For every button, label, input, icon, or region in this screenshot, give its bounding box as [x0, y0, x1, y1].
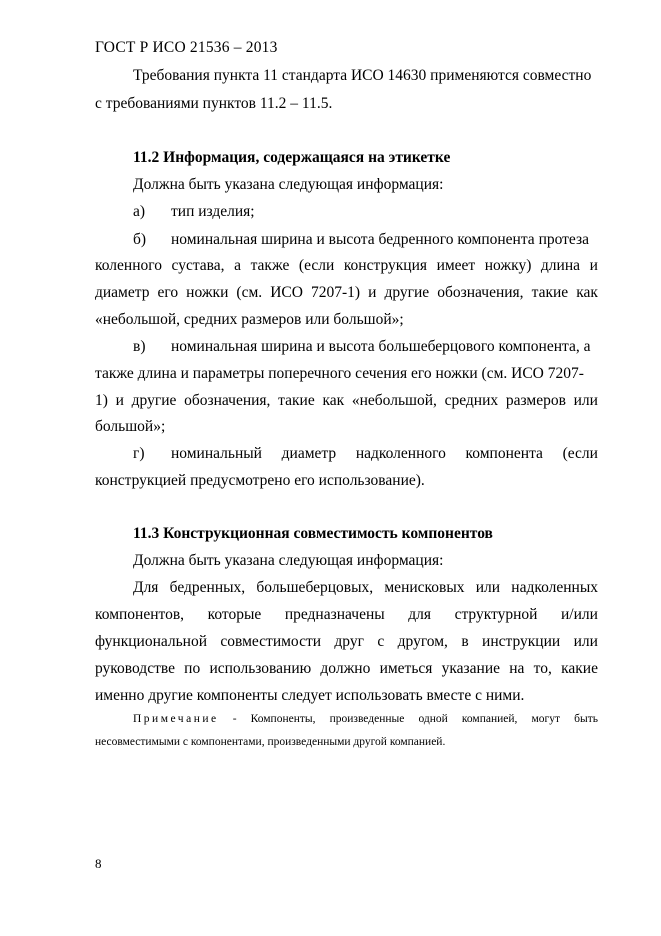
- word: компонента: [465, 445, 543, 462]
- item-g-marker: г): [133, 445, 145, 462]
- document-header: ГОСТ Р ИСО 21536 – 2013: [95, 39, 278, 56]
- item-b-line-2: [95, 256, 598, 276]
- note-word: могут: [531, 713, 561, 725]
- page-number: 8: [95, 856, 102, 871]
- item-b-line-1: номинальная ширина и высота бедренного компонента протеза: [171, 231, 590, 248]
- word: или: [573, 633, 598, 650]
- word: и: [115, 392, 124, 409]
- word: обозначения,: [184, 392, 271, 409]
- word: то,: [533, 660, 552, 677]
- item-v-marker: в): [133, 338, 146, 355]
- word: какие: [561, 660, 598, 677]
- word: другие: [131, 392, 177, 409]
- word: инструкции: [482, 633, 561, 650]
- word: компонентов,: [95, 606, 185, 623]
- para-line-4: [95, 659, 598, 679]
- word: использованию: [209, 660, 312, 677]
- word: ножку): [484, 257, 532, 274]
- word: должно: [320, 660, 371, 677]
- word: на: [509, 660, 525, 677]
- item-v-line-1: номинальная ширина и высота большеберцового компонента, а: [171, 338, 591, 355]
- word: и: [589, 257, 598, 274]
- word: а: [234, 257, 242, 274]
- item-b-line-3: [95, 283, 598, 303]
- item-v-line-3: [95, 391, 598, 411]
- word: Для: [133, 579, 159, 596]
- note-word: быть: [574, 713, 598, 725]
- note-word: Компоненты,: [250, 713, 316, 725]
- word: совместимости: [220, 633, 322, 650]
- word: как: [576, 284, 598, 301]
- word: диаметр: [95, 284, 150, 301]
- word: обозначения,: [437, 284, 524, 301]
- item-g-line-2: конструкцией предусмотрено его использование).: [95, 472, 425, 489]
- item-b-marker: б): [133, 231, 147, 248]
- para-line-1: [133, 578, 598, 598]
- word: руководстве: [95, 660, 175, 677]
- item-a-text: тип изделия;: [171, 203, 255, 220]
- word: функциональной: [95, 633, 208, 650]
- word: диаметр: [281, 445, 337, 462]
- item-v-line-4: большой»;: [95, 418, 166, 435]
- word: (если: [298, 257, 335, 274]
- note-word: произведенные: [329, 713, 405, 725]
- word: «небольшой,: [351, 392, 437, 409]
- word: (см.: [236, 284, 263, 301]
- word: указание: [441, 660, 501, 677]
- word: ножки: [186, 284, 229, 301]
- note-word: компанией,: [461, 713, 518, 725]
- word: или: [573, 392, 598, 409]
- word: длина: [540, 257, 581, 274]
- para-line-5: именно другие компоненты следует использовать вместе с ними.: [95, 687, 525, 704]
- word: с: [377, 633, 385, 650]
- word: или: [475, 579, 501, 596]
- item-a-marker: а): [133, 203, 146, 220]
- word: предназначены: [284, 606, 385, 623]
- word: надколенных: [511, 579, 598, 596]
- note-line-2: несовместимыми с компонентами, произведенными другой компанией.: [95, 736, 446, 748]
- word: большеберцовых,: [256, 579, 374, 596]
- word: номинальный: [171, 445, 262, 462]
- note-label: Примечание: [133, 713, 219, 725]
- word: структурной: [454, 606, 538, 623]
- word: надколенного: [355, 445, 446, 462]
- note-line-1: [133, 711, 598, 727]
- note-word: одной: [418, 713, 448, 725]
- section-11-3-lead: Должна быть указана следующая информация:: [133, 552, 444, 569]
- word: как: [322, 392, 345, 409]
- word: средних: [444, 392, 499, 409]
- word: его: [157, 284, 179, 301]
- word: по: [184, 660, 201, 677]
- word: друг: [334, 633, 364, 650]
- word: (если: [562, 445, 598, 462]
- item-g-line-1: [171, 444, 598, 464]
- note-word: -: [232, 713, 237, 725]
- section-11-2-heading: 11.2 Информация, содержащаяся на этикетке: [133, 149, 451, 166]
- word: 1): [95, 392, 108, 409]
- intro-line-2: с требованиями пунктов 11.2 – 11.5.: [95, 95, 333, 112]
- word: такие: [531, 284, 569, 301]
- word: менисковых: [384, 579, 465, 596]
- section-11-2-lead: Должна быть указана следующая информация:: [133, 176, 444, 193]
- para-line-2: [95, 605, 598, 625]
- word: бедренных,: [169, 579, 246, 596]
- word: и: [368, 284, 377, 301]
- word: ИСО: [270, 284, 303, 301]
- para-line-3: [95, 632, 598, 652]
- word: коленного: [95, 257, 162, 274]
- word: также: [250, 257, 290, 274]
- word: для: [408, 606, 431, 623]
- word: и/или: [561, 606, 598, 623]
- item-b-line-4: «небольшой, средних размеров или большой»;: [95, 311, 404, 328]
- word: в: [461, 633, 469, 650]
- word: другие: [384, 284, 430, 301]
- word: имеет: [436, 257, 476, 274]
- word: 7207-1): [310, 284, 361, 301]
- word: такие: [278, 392, 315, 409]
- intro-line-1: Требования пункта 11 стандарта ИСО 14630 применяются совместно: [133, 67, 592, 84]
- word: другом,: [397, 633, 448, 650]
- item-v-line-2: также длина и параметры поперечного сечения его ножки (см. ИСО 7207-: [95, 365, 584, 382]
- word: иметься: [379, 660, 433, 677]
- section-11-3-heading: 11.3 Конструкционная совместимость компонентов: [133, 525, 493, 542]
- word: сустава,: [171, 257, 225, 274]
- word: которые: [207, 606, 262, 623]
- word: размеров: [505, 392, 566, 409]
- word: конструкция: [343, 257, 427, 274]
